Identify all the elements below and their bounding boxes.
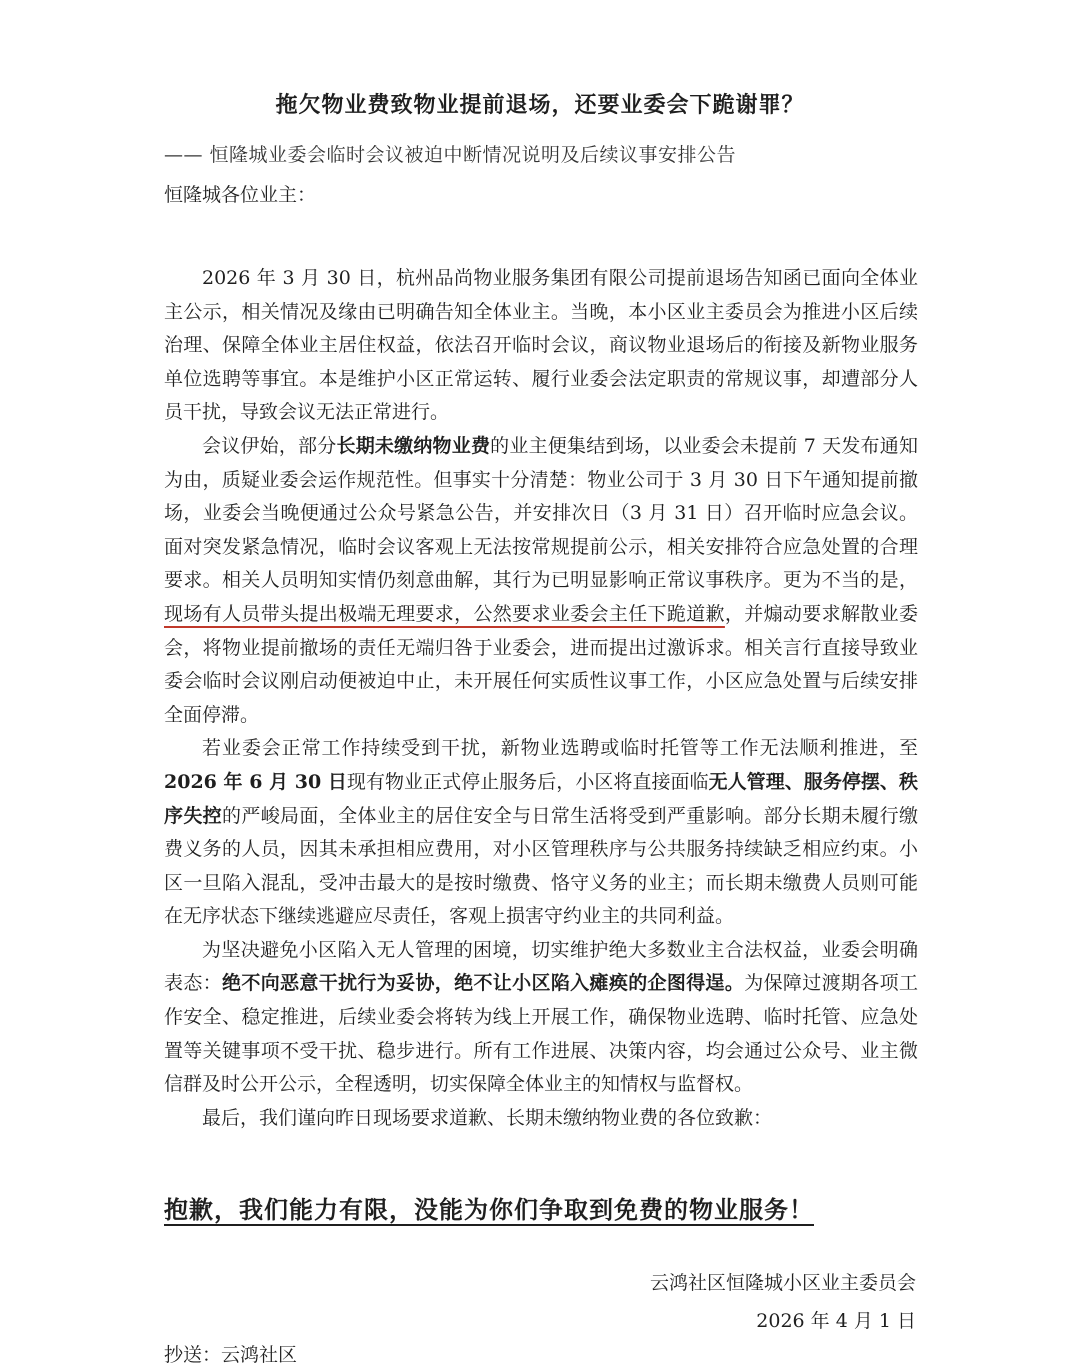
document-title: 拖欠物业费致物业提前退场，还要业委会下跪谢罪？ — [275, 92, 805, 118]
p2-text-a: 会议伊始，部分 — [202, 434, 337, 457]
p4-text-c: 为保障过渡期各项工作安全、稳定推进，后续业委会将转为线上开展工作，确保物业选聘、临时托管、应急处置等关键事项不受干扰、稳步进行。所有工作进展、决策内容，均会通过公众号、业主微信群及时公开公示，全程透明，切实保障全体业主的知情权与监督权。 — [164, 972, 918, 1096]
p2-underlined-demand: 现场有人员带头提出极端无理要求，公然要求业委会主任下跪道歉 — [164, 602, 725, 625]
signature-organization: 云鸿社区恒隆城小区业主委员会 — [649, 1272, 916, 1294]
p2-text-c: 的业主便集结到场，以业委会未提前 7 天发布通知为由，质疑业委会运作规范性。但事实十分清楚：物业公司于 3 月 30 日下午通知提前撤场，业委会当晚便通过公众号紧急公告，并安排次日（3 月 31 日）召开临时应急会议。面对突发紧急情况，临时会议客观上无法按常规提前公示，相关安排符合应急处置的合理要求。相关人员明知实情仍刻意曲解，其行为已明显影响正常议事秩序。更为不当的是， — [164, 434, 918, 592]
p4-emphasis-stance: 绝不向恶意干扰行为妥协，绝不让小区陷入瘫痪的企图得逞。 — [222, 972, 745, 995]
paragraph-2 — [164, 430, 918, 732]
p3-emphasis-consequence: 无人管理、服务停摆、秩序失控 — [164, 770, 918, 827]
document-body — [164, 262, 918, 1135]
p4-text-a: 为坚决避免小区陷入无人管理的困境，切实维护绝大多数业主合法权益，业委会明确表态： — [164, 938, 918, 995]
p3-text-c: 现有物业正式停止服务后，小区将直接面临 — [346, 770, 709, 793]
p3-text-e: 的严峻局面，全体业主的居住安全与日常生活将受到严重影响。部分长期未履行缴费义务的人员，因其未承担相应费用，对小区管理秩序与公共服务持续缺乏相应约束。小区一旦陷入混乱，受冲击最大的是按时缴费、恪守义务的业主；而长期未缴费人员则可能在无序状态下继续逃避应尽责任，客观上损害守约业主的共同利益。 — [164, 804, 918, 928]
paragraph-4 — [164, 934, 918, 1102]
p2-emphasis-unpaid: 长期未缴纳物业费 — [336, 434, 491, 457]
p2-text-e: ，并煽动要求解散业委会，将物业提前撤场的责任无端归咎于业委会，进而提出过激诉求。相关言行直接导致业委会临时会议刚启动便被迫中止，未开展任何实质性议事工作，小区应急处置与后续安排全面停滞。 — [164, 602, 918, 726]
salutation: 恒隆城各位业主： — [164, 184, 317, 206]
p3-emphasis-date: 2026 年 6 月 30 日 — [164, 770, 347, 793]
paragraph-1: 2026 年 3 月 30 日，杭州品尚物业服务集团有限公司提前退场告知函已面向全体业主公示，相关情况及缘由已明确告知全体业主。当晚，本小区业主委员会为推进小区后续治理、保障全体业主居住权益，依法召开临时会议，商议物业退场后的衔接及新物业服务单位选聘等事宜。本是维护小区正常运转、履行业委会法定职责的常规议事，却遭部分人员干扰，导致会议无法正常进行。 — [164, 267, 918, 424]
p3-text-a: 若业委会正常工作持续受到干扰，新物业选聘或临时托管等工作无法顺利推进，至 — [202, 737, 918, 760]
paragraph-5: 最后，我们谨向昨日现场要求道歉、长期未缴纳物业费的各位致歉： — [202, 1106, 773, 1129]
document-subtitle: —— 恒隆城业委会临时会议被迫中断情况说明及后续议事安排公告 — [164, 144, 737, 166]
signature-date: 2026 年 4 月 1 日 — [756, 1310, 916, 1332]
carbon-copy-line: 抄送：云鸿社区 — [164, 1344, 298, 1366]
paragraph-3 — [164, 732, 918, 934]
closing-statement: 抱歉，我们能力有限，没能为你们争取到免费的物业服务！ — [164, 1195, 814, 1224]
